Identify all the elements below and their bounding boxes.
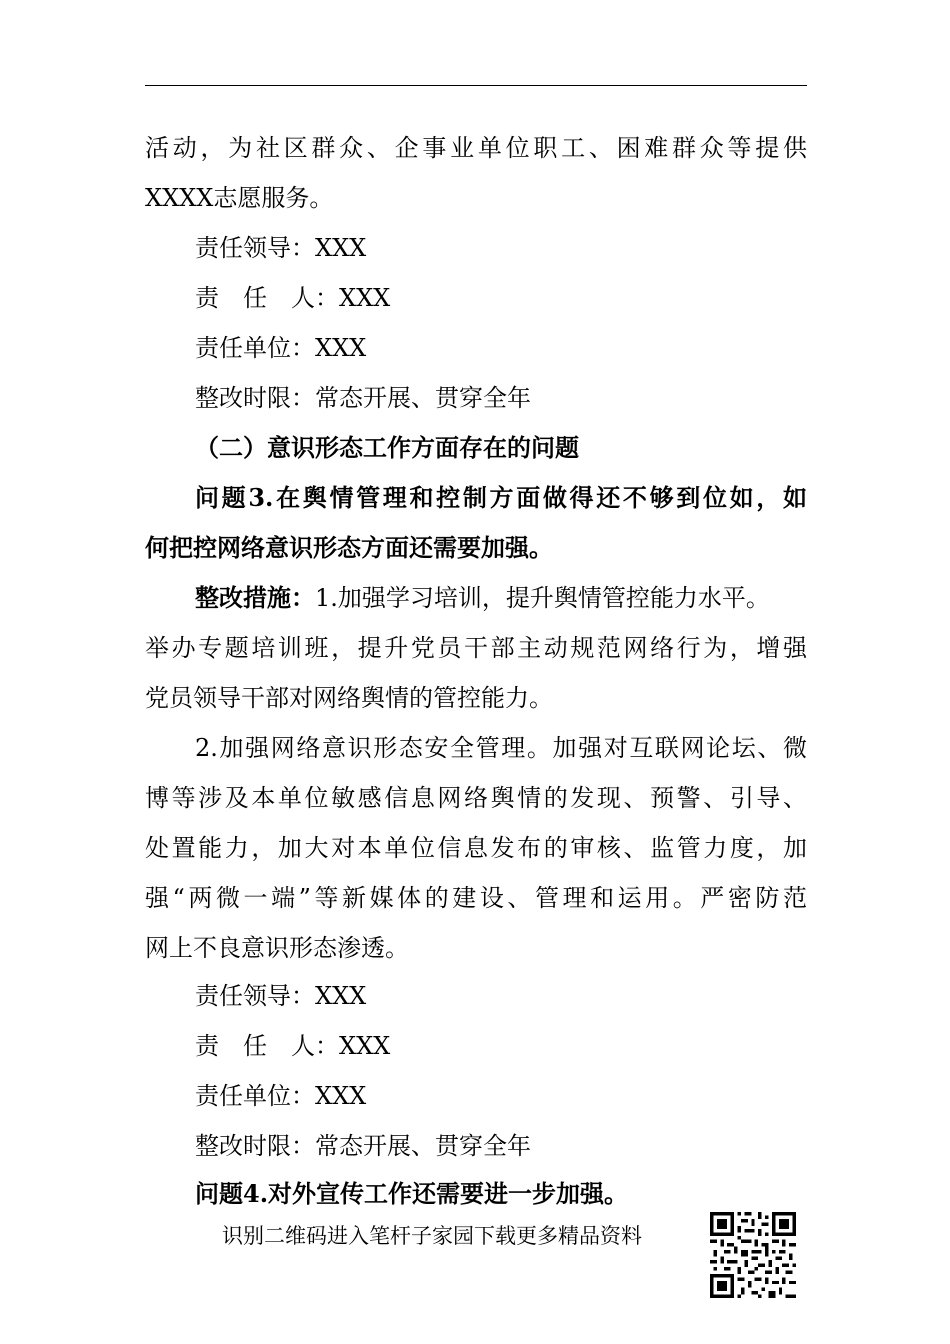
body-line: 举办专题培训班，提升党员干部主动规范网络行为，增强 — [145, 634, 807, 662]
qr-code-icon[interactable] — [710, 1212, 796, 1298]
responsible-unit: 责任单位：XXX — [195, 334, 367, 362]
deadline: 整改时限：常态开展、贯穿全年 — [195, 384, 531, 412]
body-line: 强“两微一端”等新媒体的建设、管理和运用。严密防范 — [145, 884, 807, 912]
measures-line — [195, 583, 807, 613]
body-line: 网上不良意识形态渗透。 — [145, 934, 409, 962]
problem-title: 问题3.在舆情管理和控制方面做得还不够到位如，如 — [195, 483, 807, 512]
header-rule — [145, 85, 807, 86]
body-line: 2.加强网络意识形态安全管理。加强对互联网论坛、微 — [195, 734, 807, 762]
footer-text: 识别二维码进入笔杆子家园下载更多精品资料 — [222, 1224, 642, 1248]
responsible-leader: 责任领导：XXX — [195, 234, 367, 262]
responsible-unit: 责任单位：XXX — [195, 1082, 367, 1110]
body-line: XXXX志愿服务。 — [145, 184, 334, 212]
section-heading: （二）意识形态工作方面存在的问题 — [195, 433, 579, 462]
body-line: 党员领导干部对网络舆情的管控能力。 — [145, 684, 553, 712]
responsible-leader: 责任领导：XXX — [195, 982, 367, 1010]
body-line: 处置能力，加大对本单位信息发布的审核、监管力度，加 — [145, 834, 807, 862]
responsible-person: 责 任 人：XXX — [195, 1032, 391, 1060]
body-line: 博等涉及本单位敏感信息网络舆情的发现、预警、引导、 — [145, 784, 807, 812]
measure-text: 1.加强学习培训，提升舆情管控能力水平。 — [315, 584, 770, 612]
measures-label: 整改措施： — [195, 583, 315, 612]
deadline: 整改时限：常态开展、贯穿全年 — [195, 1132, 531, 1160]
body-line: 活动，为社区群众、企事业单位职工、困难群众等提供 — [145, 134, 807, 162]
problem-title: 何把控网络意识形态方面还需要加强。 — [145, 533, 553, 562]
responsible-person: 责 任 人：XXX — [195, 284, 391, 312]
problem-title: 问题4.对外宣传工作还需要进一步加强。 — [195, 1179, 629, 1208]
